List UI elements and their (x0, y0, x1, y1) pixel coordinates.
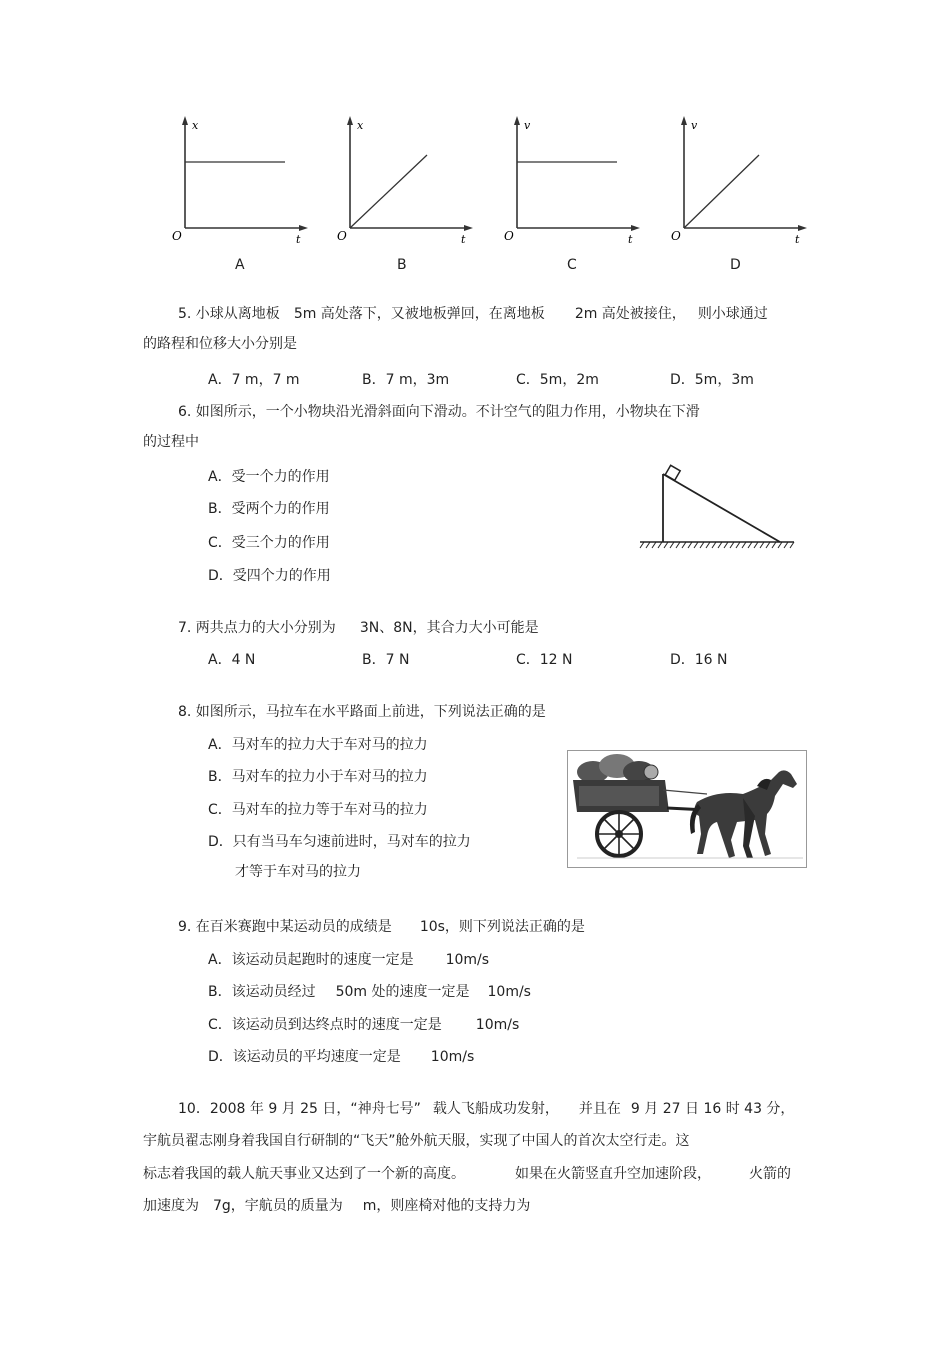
q7-text-b: 3N、8N，其合力大小可能是 (359, 620, 539, 636)
q5-text-b: 5m 高处落下，又被地板弹回，在离地板 (293, 306, 545, 322)
graph-d-y-label: v (691, 119, 698, 132)
q10-line-1 (178, 1099, 794, 1119)
q10-line4-a: 加速度为 (143, 1198, 199, 1214)
graph-a-origin: O (172, 229, 182, 243)
q8-option-d-continued: 才等于车对马的拉力 (235, 864, 361, 880)
q10-line4-b: 7g，宇航员的质量为 (213, 1198, 343, 1214)
q10-line4-c: m，则座椅对他的支持力为 (362, 1198, 531, 1214)
graph-d (667, 112, 817, 252)
q5-text-c: 2m 高处被接住， (574, 306, 686, 322)
graph-label-a: A (235, 257, 245, 273)
graph-c-origin: O (504, 229, 514, 243)
q6-line-2: 的过程中 (143, 434, 199, 450)
q5-text-d: 则小球通过 (697, 306, 768, 322)
q5-line-2: 的路程和位移大小分别是 (143, 336, 297, 352)
q9-option-b (208, 982, 531, 1002)
q8-option-d: D．只有当马车匀速前进时，马对车的拉力 (208, 834, 471, 850)
q8-option-b: B．马对车的拉力小于车对马的拉力 (208, 769, 428, 785)
q5-text-a: 5. 小球从离地板 (178, 306, 280, 322)
q9-option-b-text: B．该运动员经过 (208, 984, 316, 1000)
q10-line3-b: 如果在火箭竖直升空加速阶段， (515, 1166, 711, 1182)
q6-line-1: 6. 如图所示，一个小物块沿光滑斜面向下滑动。不计空气的阻力作用，小物块在下滑 (178, 404, 700, 420)
q6-option-a: A．受一个力的作用 (208, 469, 330, 485)
graph-label-d: D (730, 257, 741, 273)
q6-option-b: B．受两个力的作用 (208, 501, 330, 517)
q10-line-4 (143, 1196, 530, 1216)
q6-option-c: C．受三个力的作用 (208, 535, 330, 551)
q9-option-a-value: 10m/s (445, 952, 490, 968)
q9-text-a: 9. 在百米赛跑中某运动员的成绩是 (178, 919, 392, 935)
graph-a-x-label: t (296, 233, 301, 246)
sliding-block (665, 465, 680, 480)
graph-b-origin: O (337, 229, 347, 243)
q5-option-a: A．7 m，7 m (208, 372, 300, 388)
q9-option-a-text: A．该运动员起跑时的速度一定是 (208, 952, 414, 968)
q6-option-d: D．受四个力的作用 (208, 568, 331, 584)
graph-d-origin: O (671, 229, 681, 243)
q7-option-c: C．12 N (516, 652, 573, 668)
q9-option-d (208, 1047, 474, 1067)
graph-label-c: C (567, 257, 577, 273)
q5-option-d: D．5m，3m (670, 372, 754, 388)
q9-option-c-text: C．该运动员到达终点时的速度一定是 (208, 1017, 442, 1033)
incline-diagram (636, 462, 796, 552)
q5-option-b: B．7 m，3m (362, 372, 450, 388)
q7-text-a: 7. 两共点力的大小分别为 (178, 620, 336, 636)
q7-option-a: A．4 N (208, 652, 256, 668)
q9-text-b: 10s，则下列说法正确的是 (419, 919, 585, 935)
q9-option-d-text: D．该运动员的平均速度一定是 (208, 1049, 401, 1065)
q10-text-c: 并且在 (578, 1101, 621, 1117)
graph-c (500, 112, 650, 252)
q8-line-1: 8. 如图所示，马拉车在水平路面上前进，下列说法正确的是 (178, 704, 546, 720)
graph-b (333, 112, 483, 252)
q9-option-d-value: 10m/s (430, 1049, 475, 1065)
q9-option-c (208, 1015, 519, 1035)
q7-line-1 (178, 618, 539, 638)
q10-line-2: 宇航员翟志刚身着我国自行研制的“飞天”舱外航天服，实现了中国人的首次太空行走。这 (143, 1133, 690, 1149)
q9-option-b-value: 10m/s (487, 984, 531, 1000)
q10-line3-c: 火箭的 (749, 1166, 791, 1182)
q7-option-d: D．16 N (670, 652, 728, 668)
q10-text-a: 10．2008 年 9 月 25 日，“神舟七号” (178, 1101, 421, 1117)
q10-text-b: 载人飞船成功发射， (432, 1101, 559, 1117)
q8-option-c: C．马对车的拉力等于车对马的拉力 (208, 802, 428, 818)
graph-b-x-label: t (461, 233, 466, 246)
graph-label-b: B (397, 257, 407, 273)
q10-line-3 (143, 1164, 791, 1184)
q10-text-d: 9 月 27 日 16 时 43 分， (630, 1101, 795, 1117)
q5-line-1 (178, 304, 768, 324)
horse-cart-image (567, 750, 807, 868)
q9-option-a (208, 950, 489, 970)
q10-line3-a: 标志着我国的载人航天事业又达到了一个新的高度。 (143, 1166, 465, 1182)
graph-d-x-label: t (795, 233, 800, 246)
q5-option-c: C．5m，2m (516, 372, 599, 388)
graph-b-y-label: x (357, 119, 364, 132)
q8-option-a: A．马对车的拉力大于车对马的拉力 (208, 737, 428, 753)
graph-c-y-label: v (524, 119, 531, 132)
q7-option-b: B．7 N (362, 652, 410, 668)
graph-c-x-label: t (628, 233, 633, 246)
graph-a (168, 112, 318, 252)
q9-option-c-value: 10m/s (475, 1017, 520, 1033)
q9-line-1 (178, 917, 585, 937)
graph-a-y-label: x (192, 119, 199, 132)
q9-option-b-mid: 50m 处的速度一定是 (335, 984, 470, 1000)
